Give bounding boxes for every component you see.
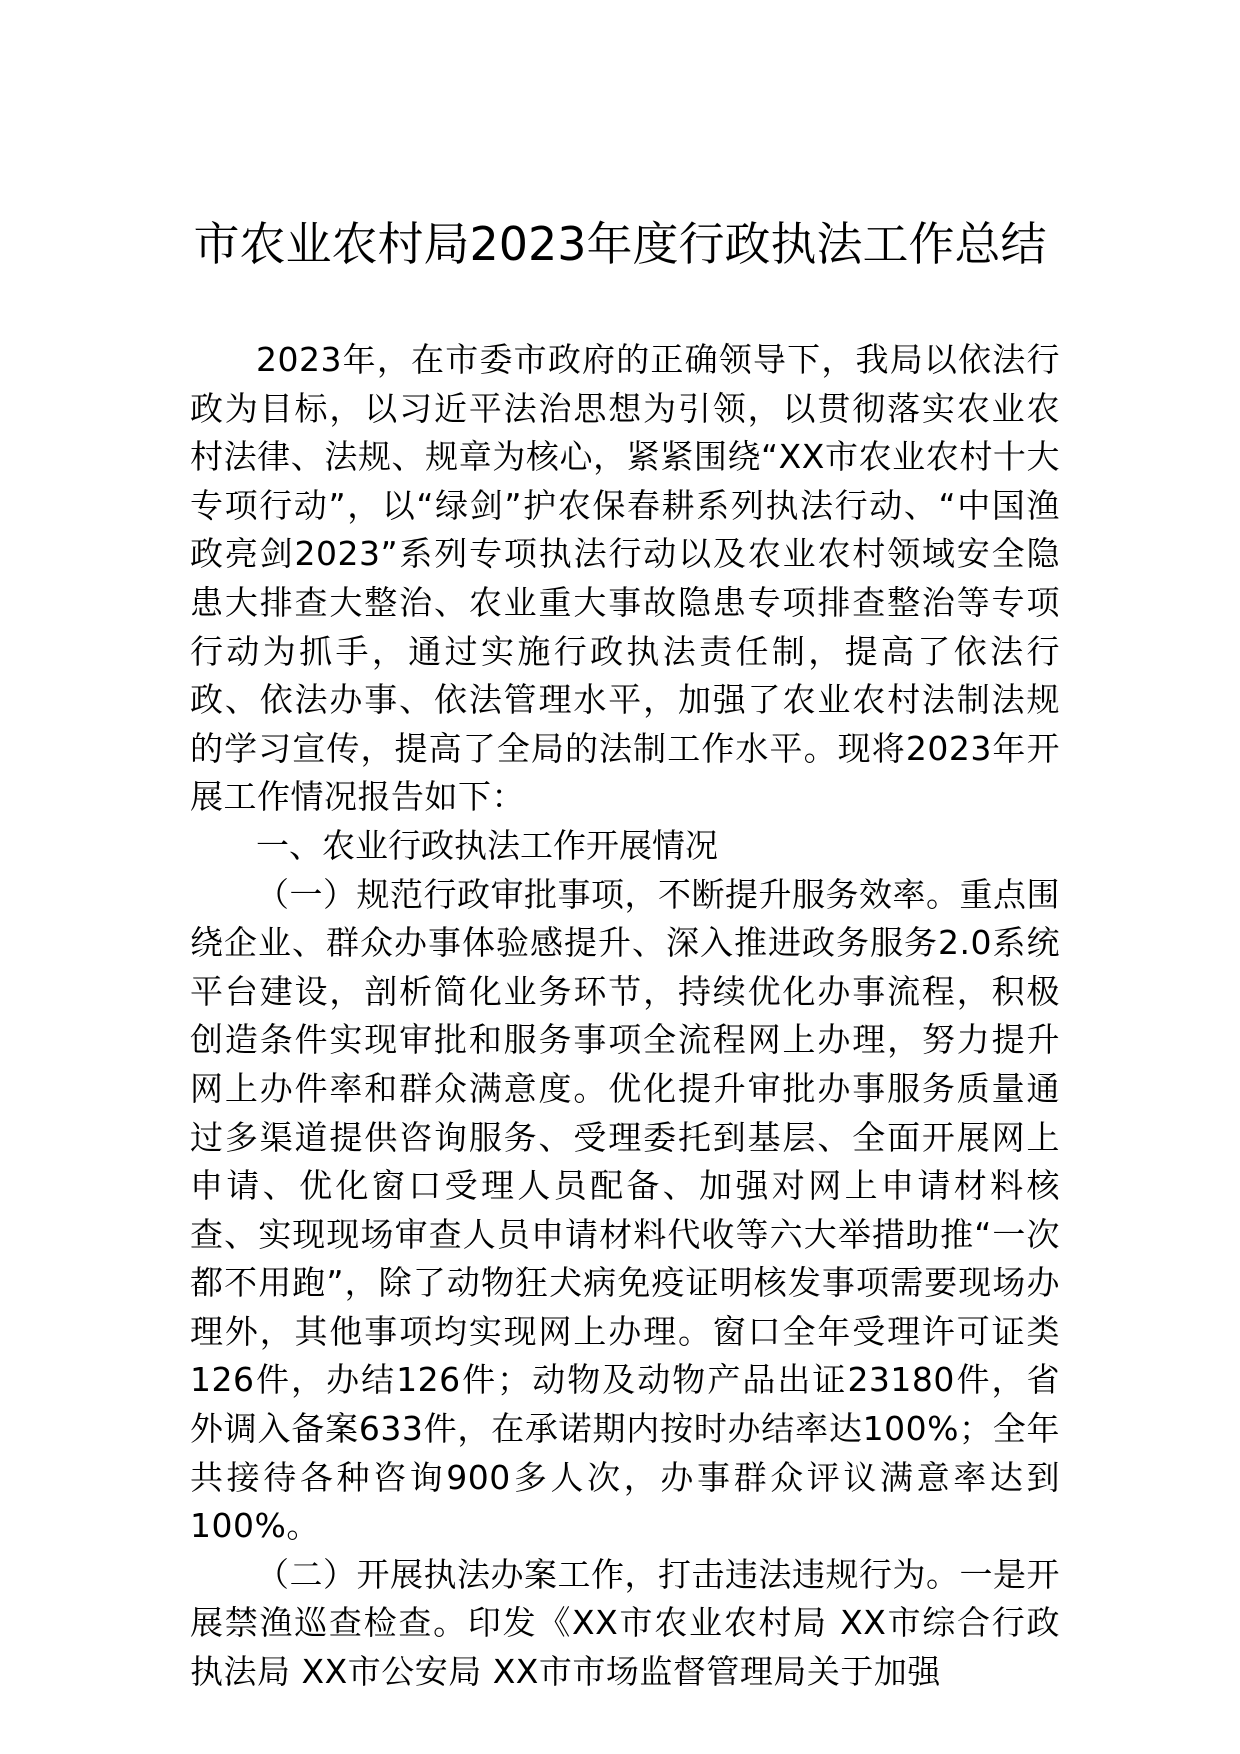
document-body [190, 336, 1060, 1697]
subsection-paragraph-2: （二）开展执法办案工作，打击违法违规行为。一是开展禁渔巡查检查。印发《XX市农业农村局 XX市综合行政执法局 XX市公安局 XX市市场监督管理局关于加强 [190, 1554, 1060, 1692]
subsection-paragraph-1: （一）规范行政审批事项，不断提升服务效率。重点围绕企业、群众办事体验感提升、深入推进政务服务2.0系统平台建设，剖析简化业务环节，持续优化办事流程，积极创造条件实现审批和服务事项全流程网上办理，努力提升网上办件率和群众满意度。优化提升审批办事服务质量通过多渠道提供咨询服务、受理委托到基层、全面开展网上申请、优化窗口受理人员配备、加强对网上申请材料核查、实现现场审查人员申请材料代收等六大举措助推“一次都不用跑”，除了动物狂犬病免疫证明核发事项需要现场办理外，其他事项均实现网上办理。窗口全年受理许可证类126件，办结126件；动物及动物产品出证23180件，省外调入备案633件，在承诺期内按时办结率达100%；全年共接待各种咨询900多人次，办事群众评议满意率达到100%。 [190, 874, 1060, 1546]
intro-paragraph: 2023年，在市委市政府的正确领导下，我局以依法行政为目标，以习近平法治思想为引领，以贯彻落实农业农村法律、法规、规章为核心，紧紧围绕“XX市农业农村十大专项行动”，以“绿剑”护农保春耕系列执法行动、“中国渔政亮剑2023”系列专项执法行动以及农业农村领域安全隐患大排查大整治、农业重大事故隐患专项排查整治等专项行动为抓手，通过实施行政执法责任制，提高了依法行政、依法办事、依法管理水平，加强了农业农村法制法规的学习宣传，提高了全局的法制工作水平。现将2023年开展工作情况报告如下： [190, 340, 1060, 817]
section-heading-1: 一、农业行政执法工作开展情况 [256, 825, 718, 865]
document-title: 市农业农村局2023年度行政执法工作总结 [193, 217, 1047, 271]
